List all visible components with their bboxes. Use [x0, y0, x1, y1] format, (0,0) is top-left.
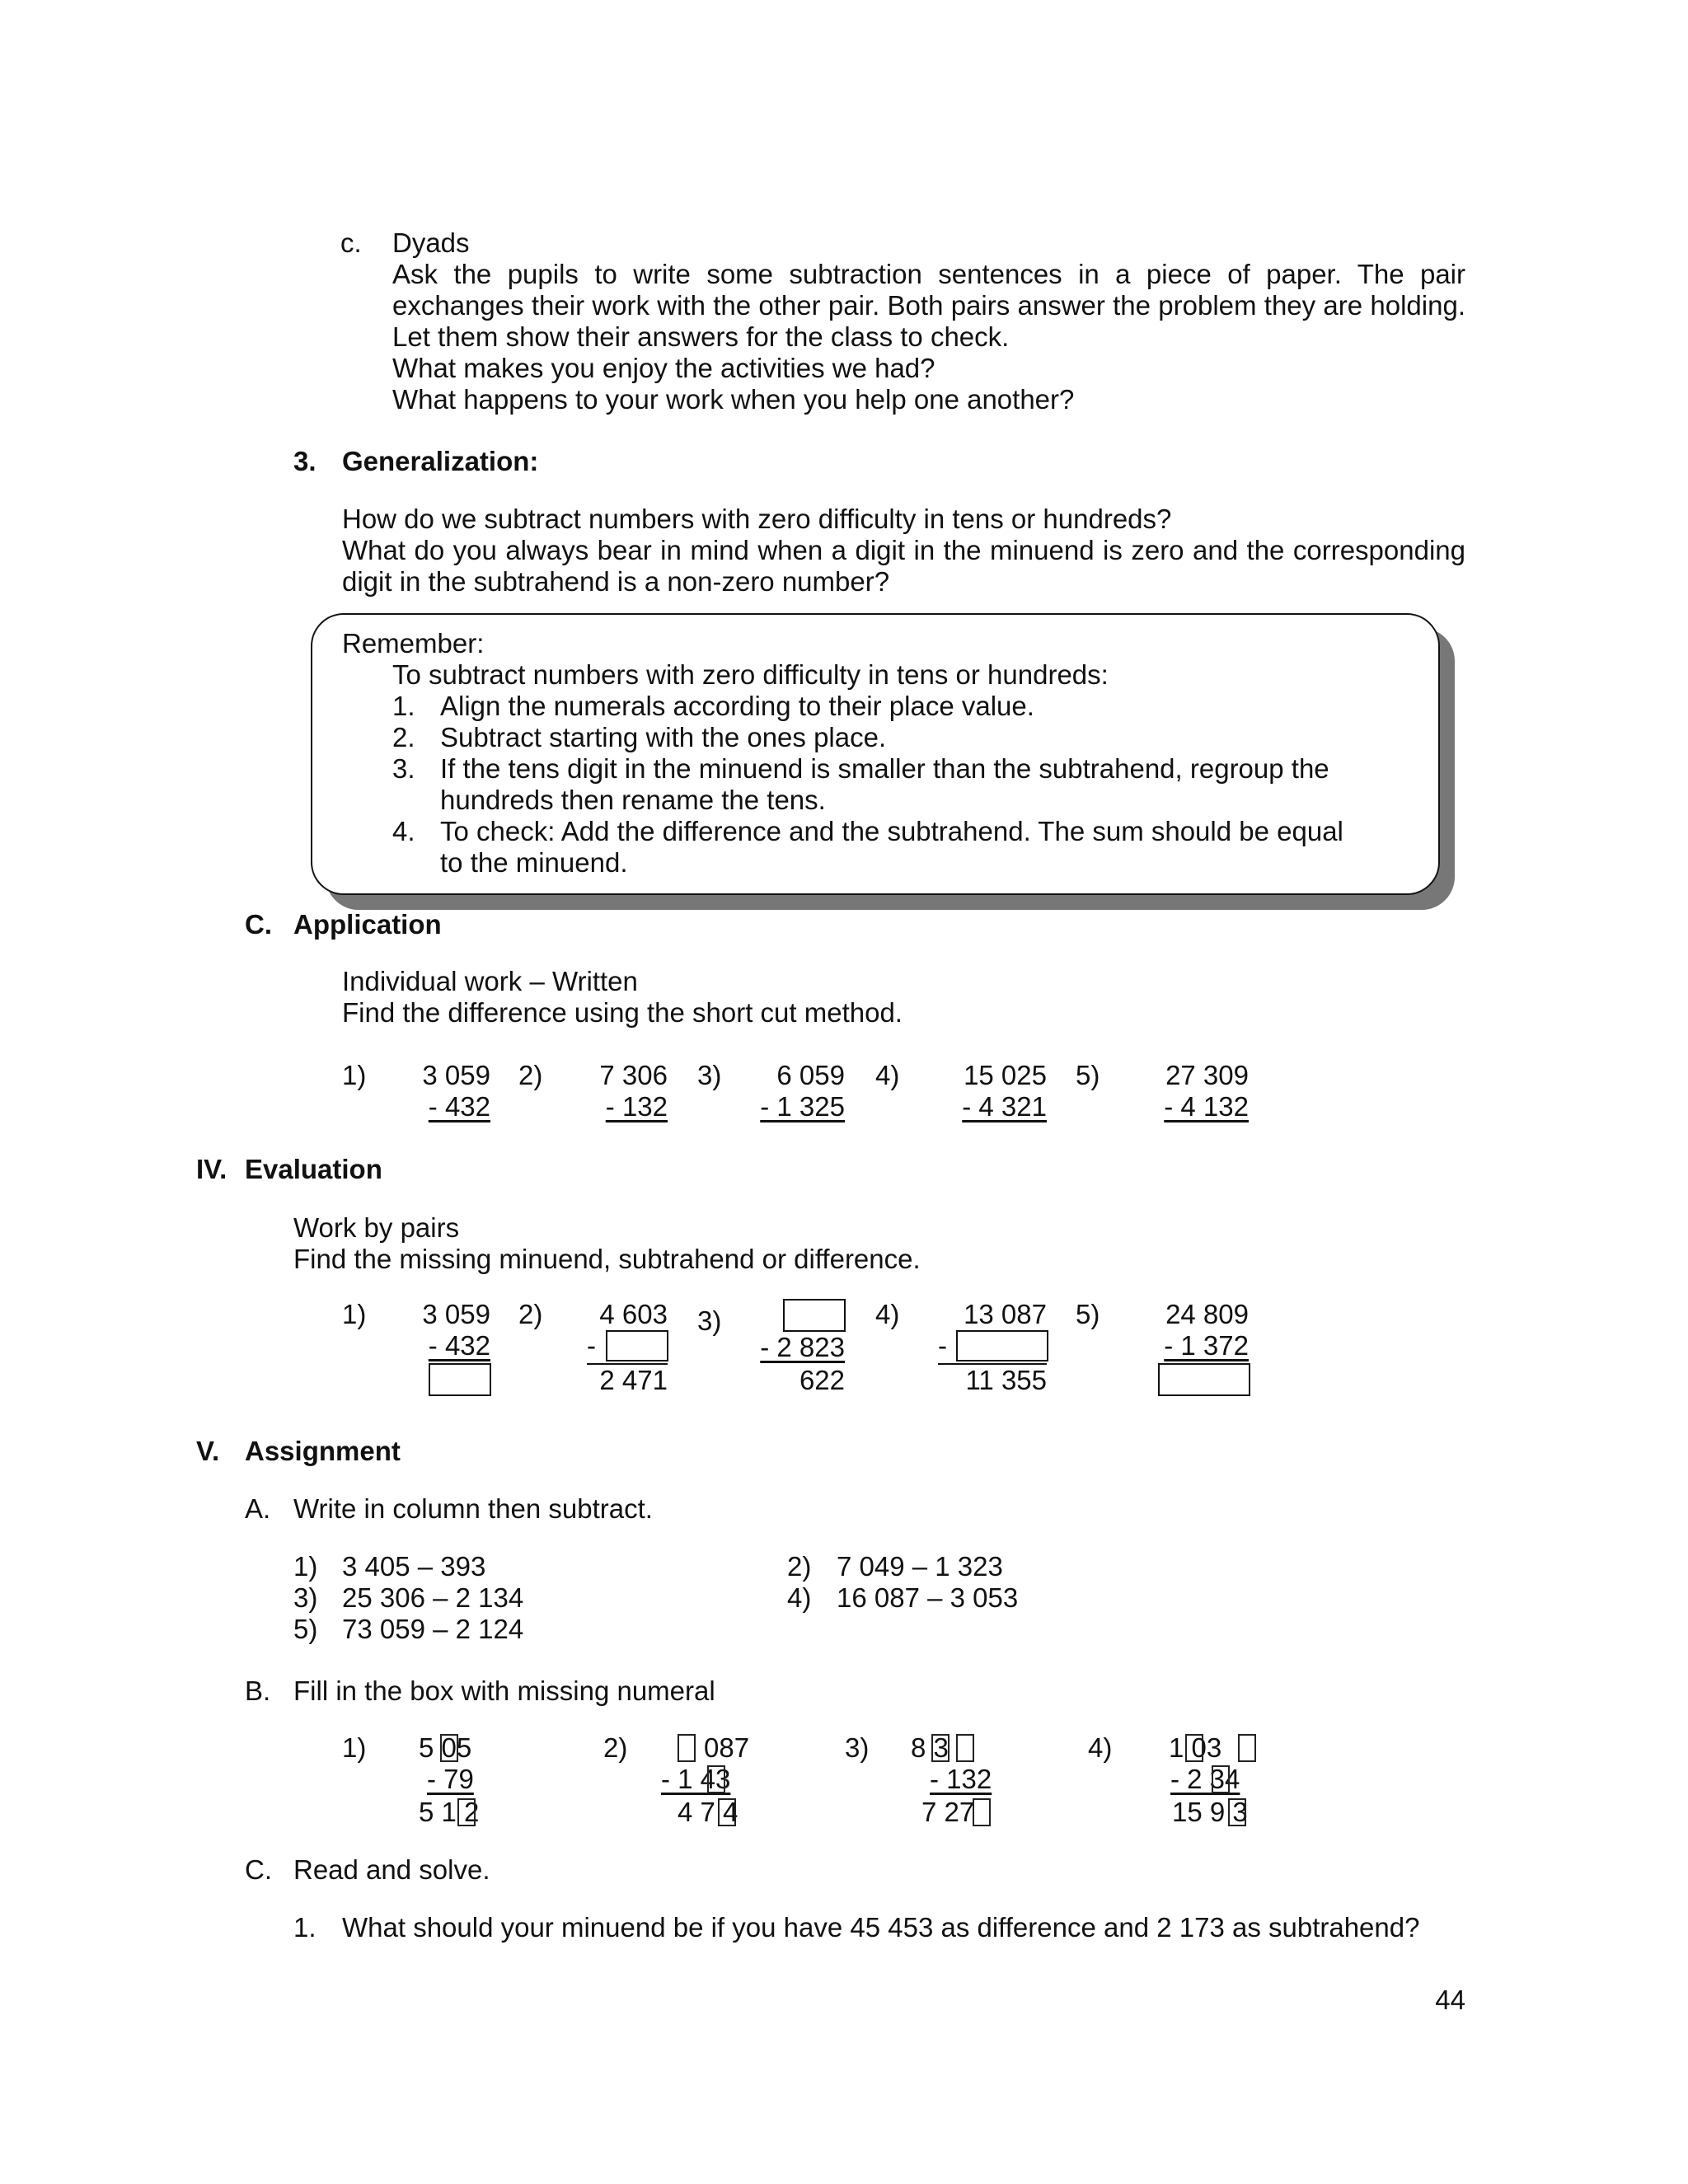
problem-number: 1): [342, 1732, 367, 1763]
application-title: Application: [293, 909, 442, 940]
page-number: 44: [1435, 1985, 1465, 2015]
part-a-letter: A.: [245, 1493, 271, 1524]
list-item-number: 2): [787, 1551, 812, 1582]
application-line-1: Individual work – Written: [342, 966, 638, 996]
remember-item-text: Align the numerals according to their place value.: [440, 691, 1034, 721]
problem-number: 2): [518, 1060, 543, 1090]
part-a-title: Write in column then subtract.: [293, 1493, 653, 1524]
problem-subtrahend: - 2 34: [1170, 1764, 1240, 1794]
problem-minuend: 27 309: [1165, 1060, 1249, 1090]
problem-number: 3): [697, 1060, 722, 1090]
problem-number: 1): [342, 1299, 367, 1329]
digit-box[interactable]: [457, 1798, 476, 1826]
digit-box[interactable]: [973, 1798, 991, 1826]
digit-box[interactable]: [1185, 1734, 1203, 1762]
list-item-number: 4): [787, 1582, 812, 1613]
application-letter: C.: [245, 909, 272, 940]
remember-item-number: 1.: [392, 691, 415, 721]
remember-item-text: Subtract starting with the ones place.: [440, 722, 887, 752]
dyads-title: Dyads: [392, 227, 470, 258]
answer-box[interactable]: [956, 1330, 1048, 1361]
remember-item-number: 2.: [392, 722, 415, 752]
generalization-title: Generalization:: [342, 446, 539, 476]
dyads-line-3: Let them show their answers for the class to check.: [392, 321, 1010, 352]
problem-minuend: 087: [704, 1732, 750, 1763]
dyads-letter: c.: [340, 227, 362, 258]
list-item-text: 3 405 – 393: [342, 1551, 486, 1582]
problem-number: 2): [603, 1732, 628, 1763]
assignment-title: Assignment: [245, 1436, 401, 1466]
digit-box[interactable]: [1238, 1734, 1256, 1762]
problem-minuend: 5 05: [419, 1732, 472, 1763]
assignment-numeral: V.: [196, 1436, 220, 1466]
problem-minuend: 24 809: [1165, 1299, 1249, 1329]
problem-difference: 7 27: [921, 1797, 975, 1827]
remember-item-text-continued: to the minuend.: [440, 847, 628, 878]
application-line-2: Find the difference using the short cut method.: [342, 997, 903, 1028]
digit-box[interactable]: [440, 1734, 458, 1762]
generalization-line-3: digit in the subtrahend is a non-zero number?: [342, 566, 890, 597]
problem-minuend: 4 603: [599, 1299, 668, 1329]
dyads-line-2: exchanges their work with the other pair. Both pairs answer the problem they are holding.: [392, 290, 1465, 321]
problem-difference: 2 471: [599, 1365, 668, 1395]
answer-box[interactable]: [1158, 1363, 1250, 1396]
problem-subtrahend: - 132: [605, 1091, 668, 1122]
problem-subtrahend: - 1 372: [1164, 1330, 1249, 1361]
remember-item-number: 4.: [392, 816, 415, 846]
remember-item-text-continued: hundreds then rename the tens.: [440, 785, 826, 815]
problem-subtrahend: - 79: [427, 1764, 474, 1794]
problem-number: 5): [1076, 1060, 1100, 1090]
problem-number: 4): [1088, 1732, 1113, 1763]
problem-difference: 4 7 4: [678, 1797, 738, 1827]
problem-subtrahend: - 432: [428, 1091, 490, 1122]
problem-difference: 5 1 2: [419, 1797, 480, 1827]
question-number: 1.: [293, 1912, 316, 1943]
problem-number: 4): [875, 1060, 900, 1090]
digit-box[interactable]: [678, 1734, 696, 1762]
problem-number: 3): [697, 1305, 722, 1336]
digit-box[interactable]: [718, 1798, 736, 1826]
digit-box[interactable]: [956, 1734, 974, 1762]
problem-subtrahend: - 1 325: [760, 1091, 845, 1122]
evaluation-line-1: Work by pairs: [293, 1212, 460, 1243]
answer-box[interactable]: [783, 1299, 846, 1332]
generalization-line-1: How do we subtract numbers with zero difficulty in tens or hundreds?: [342, 504, 1172, 534]
dyads-line-5: What happens to your work when you help one another?: [392, 384, 1075, 415]
problem-subtrahend: - 432: [428, 1330, 490, 1361]
list-item-text: 25 306 – 2 134: [342, 1582, 524, 1613]
problem-minuend: 7 306: [599, 1060, 668, 1090]
digit-box[interactable]: [1212, 1765, 1230, 1793]
problem-minuend: 6 059: [776, 1060, 845, 1090]
problem-minuend: 8 3: [911, 1732, 949, 1763]
problem-difference: 11 355: [965, 1365, 1047, 1395]
problem-minuend: 15 025: [964, 1060, 1047, 1090]
evaluation-line-2: Find the missing minuend, subtrahend or difference.: [293, 1244, 921, 1274]
problem-difference: 15 9 3: [1172, 1797, 1248, 1827]
list-item-text: 16 087 – 3 053: [837, 1582, 1019, 1613]
problem-subtrahend: - 4 132: [1164, 1091, 1249, 1122]
remember-item-text: If the tens digit in the minuend is smaller than the subtrahend, regroup the: [440, 753, 1329, 784]
problem-minuend: 3 059: [422, 1299, 490, 1329]
evaluation-title: Evaluation: [245, 1154, 382, 1184]
list-item-text: 7 049 – 1 323: [837, 1551, 1003, 1582]
problem-number: 2): [518, 1299, 543, 1329]
dyads-line-1: Ask the pupils to write some subtraction sentences in a piece of paper. The pair: [392, 259, 1465, 289]
digit-box[interactable]: [707, 1765, 725, 1793]
part-b-letter: B.: [245, 1675, 271, 1706]
problem-minus-sign: -: [938, 1330, 947, 1361]
list-item-text: 73 059 – 2 124: [342, 1614, 524, 1644]
part-c-title: Read and solve.: [293, 1854, 490, 1885]
problem-number: 5): [1076, 1299, 1100, 1329]
problem-minus-sign: -: [587, 1330, 596, 1361]
digit-box[interactable]: [931, 1734, 950, 1762]
problem-number: 3): [845, 1732, 870, 1763]
evaluation-numeral: IV.: [196, 1154, 227, 1184]
problem-difference: 622: [799, 1365, 845, 1395]
problem-number: 4): [875, 1299, 900, 1329]
part-c-letter: C.: [245, 1854, 272, 1885]
answer-box[interactable]: [606, 1330, 668, 1361]
remember-title: Remember:: [342, 628, 485, 658]
problem-minuend: 3 059: [422, 1060, 490, 1090]
list-item-number: 5): [293, 1614, 318, 1644]
problem-minuend: 13 087: [964, 1299, 1047, 1329]
list-item-number: 3): [293, 1582, 318, 1613]
digit-box[interactable]: [1228, 1798, 1246, 1826]
problem-subtrahend: - 4 321: [962, 1091, 1047, 1122]
answer-box[interactable]: [429, 1363, 491, 1396]
remember-item-text: To check: Add the difference and the subtrahend. The sum should be equal: [440, 816, 1343, 846]
dyads-line-4: What makes you enjoy the activities we had?: [392, 353, 935, 383]
list-item-number: 1): [293, 1551, 318, 1582]
remember-item-number: 3.: [392, 753, 415, 784]
generalization-number: 3.: [293, 446, 316, 476]
part-b-title: Fill in the box with missing numeral: [293, 1675, 715, 1706]
problem-subtrahend: - 1 43: [661, 1764, 731, 1794]
problem-subtrahend: - 2 823: [760, 1332, 845, 1362]
generalization-line-2: What do you always bear in mind when a digit in the minuend is zero and the corresponding: [342, 535, 1465, 565]
problem-number: 1): [342, 1060, 367, 1090]
problem-subtrahend: - 132: [930, 1764, 992, 1794]
question-text: What should your minuend be if you have 45 453 as difference and 2 173 as subtrahend?: [342, 1912, 1420, 1943]
problem-minuend: 1 03: [1169, 1732, 1222, 1763]
remember-intro: To subtract numbers with zero difficulty in tens or hundreds:: [392, 659, 1109, 690]
